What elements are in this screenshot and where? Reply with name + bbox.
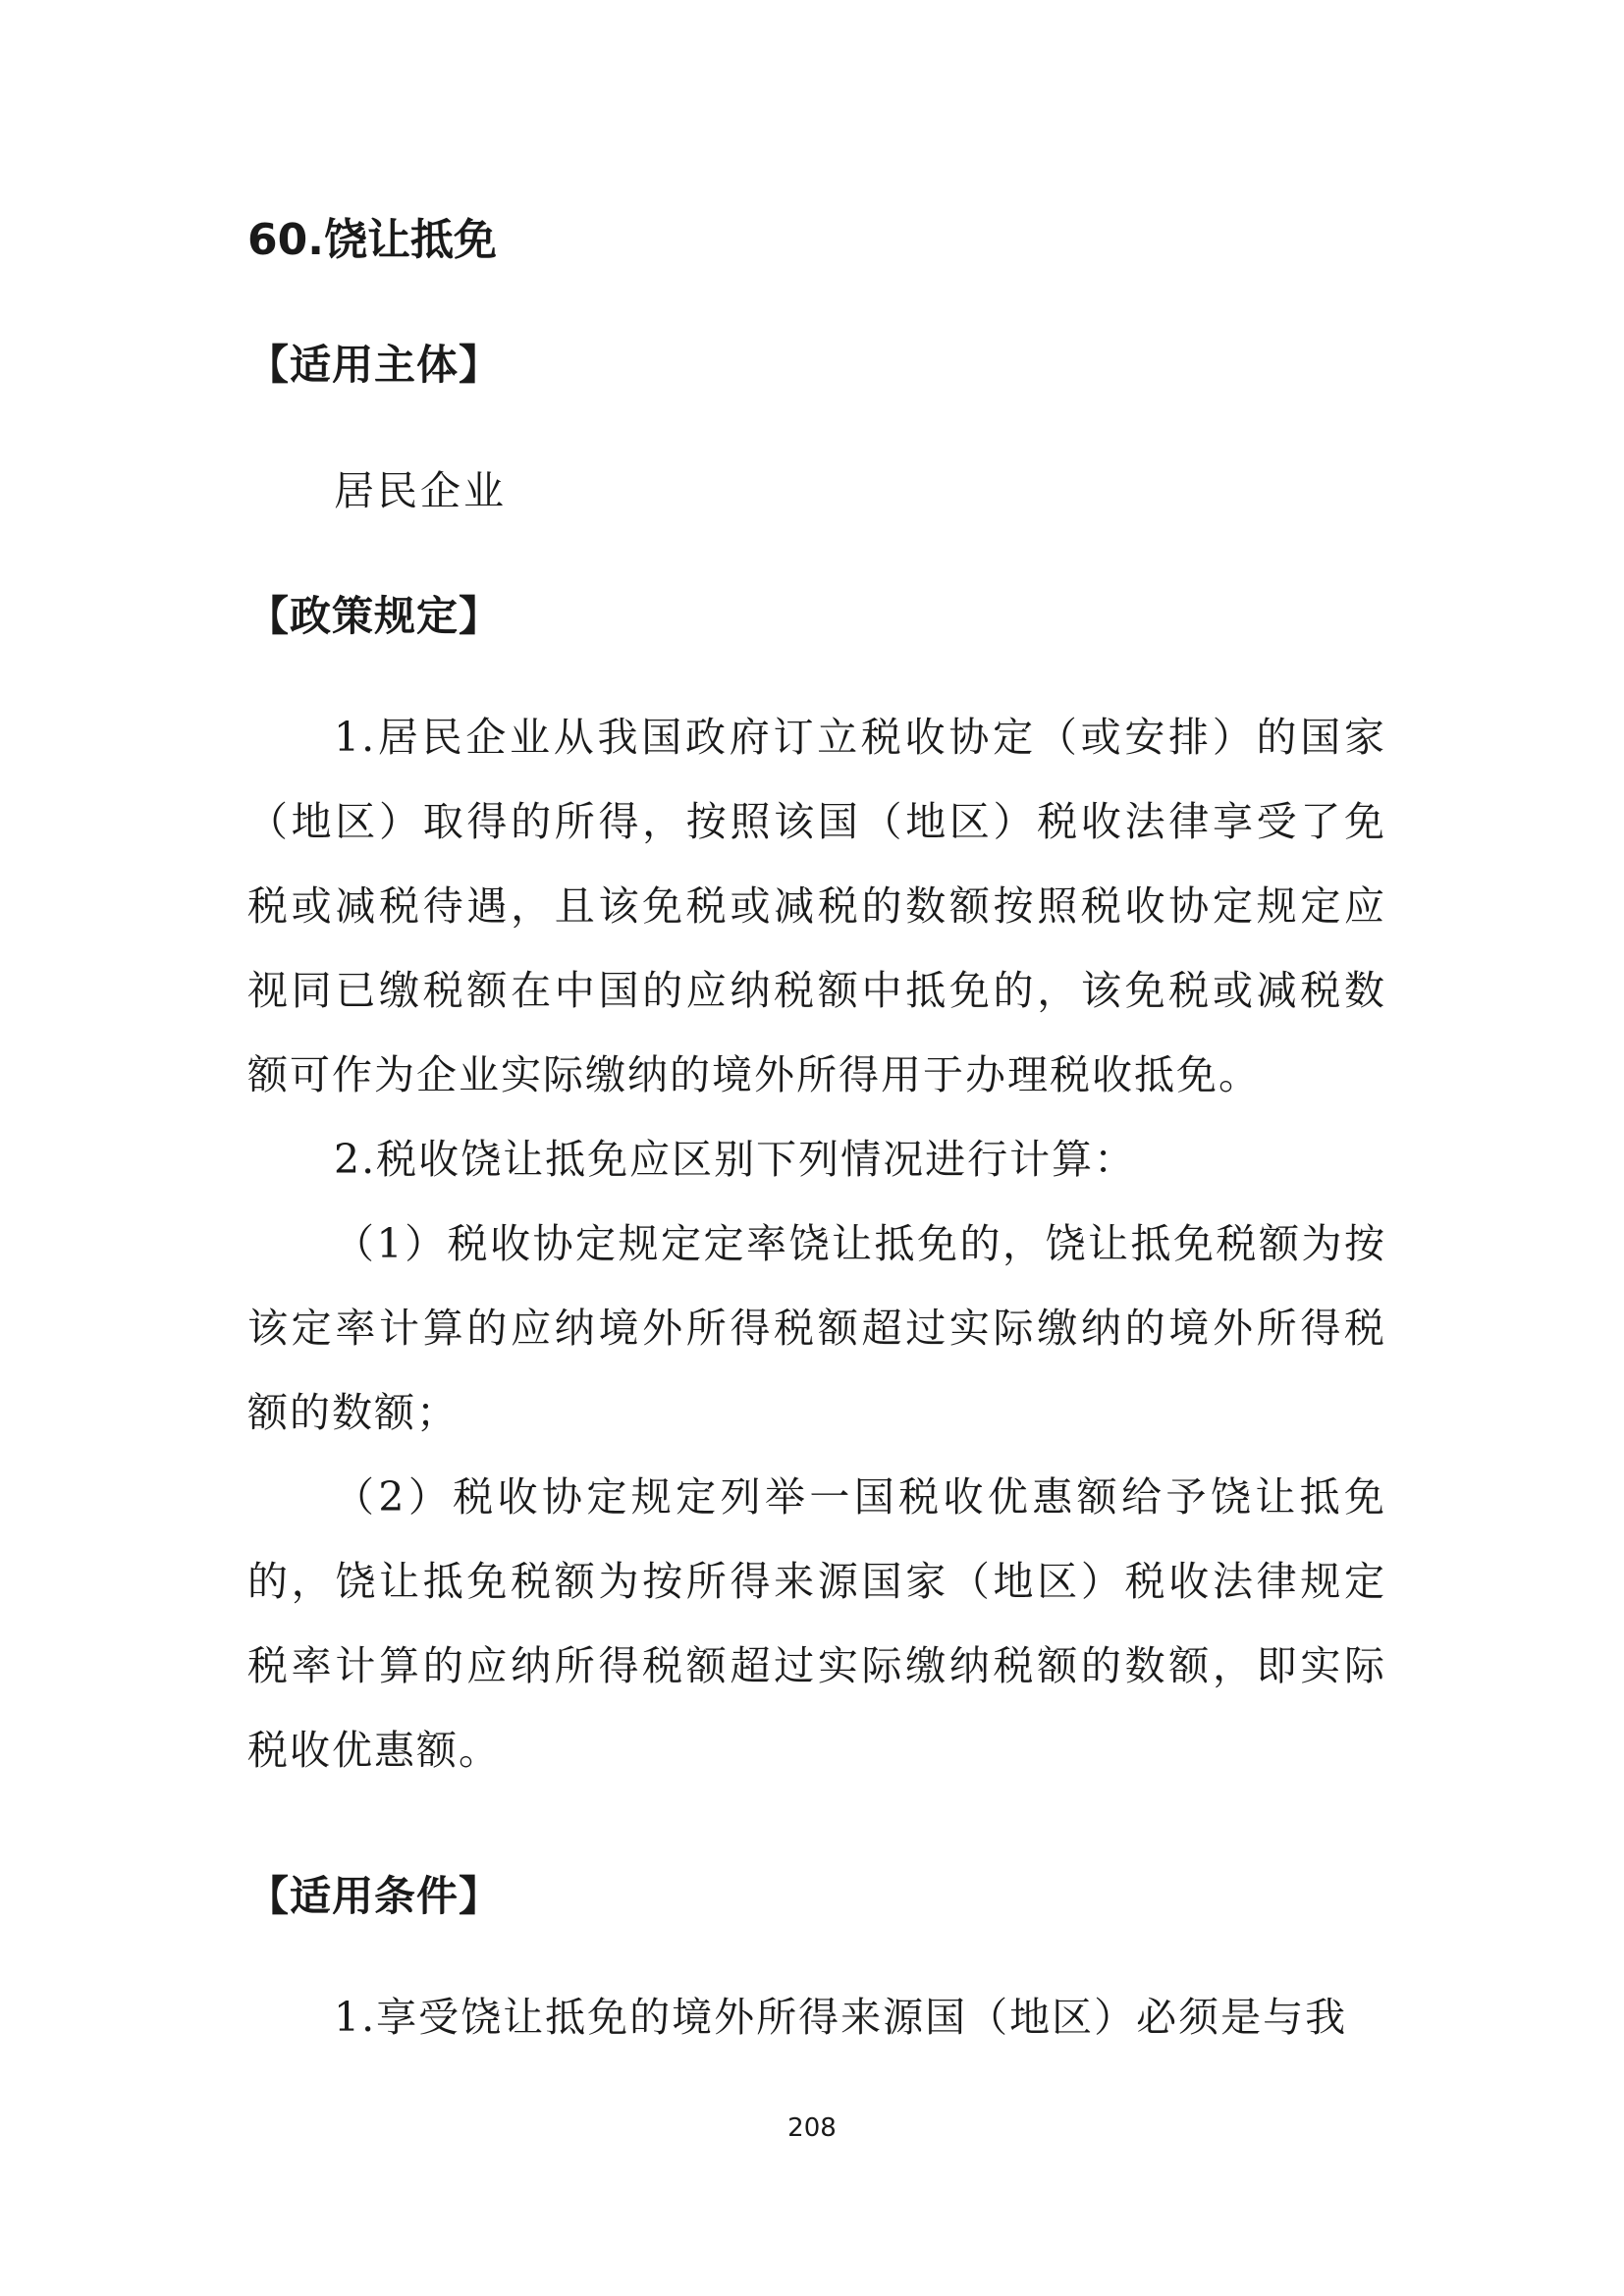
conditions-body xyxy=(247,1975,1386,2059)
page-number: 208 xyxy=(787,2113,837,2143)
section-heading-policy: 【政策规定】 xyxy=(247,592,502,640)
policy-paragraph-4: （2）税收协定规定列举一国税收优惠额给予饶让抵免的，饶让抵免税额为按所得来源国家（地区）税收法律规定税率计算的应纳所得税额超过实际缴纳税额的数额，即实际税收优惠额。 xyxy=(247,1473,1386,1774)
section-heading-subject: 【适用主体】 xyxy=(247,341,502,389)
subject-text: 居民企业 xyxy=(334,467,507,514)
policy-paragraph-3: （1）税收协定规定定率饶让抵免的，饶让抵免税额为按该定率计算的应纳境外所得税额超过实际缴纳的境外所得税额的数额； xyxy=(247,1220,1386,1436)
policy-paragraph-1: 1.居民企业从我国政府订立税收协定（或安排）的国家（地区）取得的所得，按照该国（地区）税收法律享受了免税或减税待遇，且该免税或减税的数额按照税收协定规定应视同已缴税额在中国的应纳税额中抵免的，该免税或减税数额可作为企业实际缴纳的境外所得用于办理税收抵免。 xyxy=(247,714,1386,1098)
page-title: 60.饶让抵免 xyxy=(247,215,497,265)
policy-paragraph-2: 2.税收饶让抵免应区别下列情况进行计算： xyxy=(334,1136,1137,1183)
section-heading-conditions: 【适用条件】 xyxy=(247,1872,502,1920)
policy-body xyxy=(247,695,1386,1792)
conditions-paragraph-1: 1.享受饶让抵免的境外所得来源国（地区）必须是与我 xyxy=(334,1994,1348,2041)
